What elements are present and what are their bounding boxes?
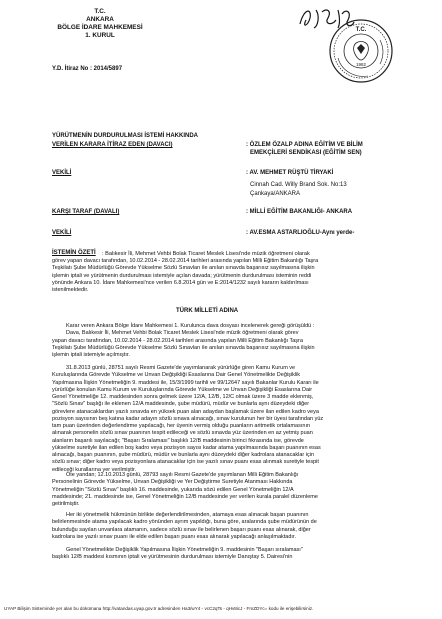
- court-line-1: T.C.: [94, 8, 106, 15]
- court-seal: [328, 18, 394, 84]
- body-p2-line: alınacağı, başarı puanının, şube müdürü, müdür ve bunlarla aynı düzeydeki diğer kadrolara atanacaklar için: [52, 452, 315, 458]
- body-paragraph-3: [52, 472, 404, 508]
- summary-line-5: istenilmektedir.: [52, 287, 89, 293]
- case-number: Y.D. İtiraz No : 2014/5897: [52, 66, 123, 72]
- summary-line-2: Teşkilatı Şube Müdürlüğü Görevde Yükselme Sözlü Sınavları ile anılan sınavda başarısız sayılmasına ilişkin: [52, 265, 315, 272]
- body-p3-line: Yönetmeliğin "Sözlü Sınav" başlıklı 16. maddesinde, yukarıda sözü edilen Genel Yönetmeliğin 12/A: [52, 486, 294, 493]
- plaintiff-attorney-address-1: Cinnah Cad. Willy Brand Sok. No:13: [250, 182, 347, 188]
- body-p2-line: sözlü sınav; diğer kadro veya pozisyonlara atanacaklar için ise yazılı sınav puanı esas alınmak suretiyle tespit: [52, 459, 319, 466]
- body-p2-line: yükselme suretiyle ilan edilen boş kadro veya pozisyon sayısı kadar atama yapılmasında başarı puanının esas: [52, 444, 321, 451]
- body-p2-line: "Sözlü Sınav" başlığı ile eklenen 12/A maddesinde, şube müdürü, müdür ve bunlarla aynı düzeydeki diğer: [52, 401, 310, 408]
- plaintiff-attorney-address-2: Çankaya/ANKARA: [250, 191, 301, 197]
- body-p4-line: kadrolara ise yazılı sınav puanı ile elde edilen başarı puanı esas alınarak yapılacağı anlaşılmaktadır.: [52, 533, 296, 540]
- body-p1-line: Teşkilatı Şube Müdürlüğü Görevde Yükselme Sözlü Sınavları ile anılan sınavda başarısız sayılmasına ilişkin: [52, 344, 315, 351]
- body-p2-line: edileceği kurallarına yer verilmiştir.: [52, 466, 137, 473]
- body-paragraph-4: [52, 512, 404, 541]
- title-line-1: YÜRÜTMENİN DURDURULMASI İSTEMİ HAKKINDA: [52, 133, 198, 139]
- body-p2-line: alınarak personelin sözlü sınav puanının tespit edileceği ve sözlü sınavda yüz üzerinden en az yetmiş puan: [52, 430, 313, 437]
- plaintiff-attorney-value: : AV. MEHMET RÜŞTÜ TİRYAKİ: [246, 170, 334, 176]
- court-line-2: ANKARA: [86, 16, 114, 23]
- objector-label: VERİLEN KARARA İTİRAZ EDEN (DAVACI): [52, 142, 173, 148]
- summary-line-4: yönünde Ankara 10. İdare Mahkemesi'nce verilen 6.8.2014 gün ve E:2014/1232 sayılı kararın kaldırılması: [52, 279, 309, 286]
- defendant-value: : MİLLİ EĞİTİM BAKANLIĞI- ANKARA: [246, 209, 353, 215]
- summary-line-0: : Balıkesir İli, Mehmet Vehbi Bolak Ticaret Meslek Lisesi'nde müzik öğretmeni olarak: [102, 250, 310, 257]
- body-p1-line: işlemin iptali istemiyle açılmıştır.: [52, 352, 130, 358]
- body-p2-line: tam puan üzerinden değerlendirme yapılacağı, her üyenin vermiş olduğu puanların aritmetik ortalamasının: [52, 423, 311, 429]
- defendant-label: KARŞI TARAF (DAVALI): [52, 209, 120, 215]
- svg-text:1982: 1982: [355, 62, 367, 67]
- body-p4-line: Her iki yönetmelik hükmünün birlikte değerlendirilmesinden, atamaya esas alınacak başarı puanının: [66, 512, 309, 518]
- body-p2-line: görevlere atanacaklardan yazılı sınavda en yüksek puan alan adaydan başlamak üzere ilan edilen kadro veya: [52, 408, 319, 415]
- body-p1-line: Karar veren Ankara Bölge İdare Mahkemesi 1. Kurulunca dava dosyası incelenerek gereği görüşüldü :: [66, 323, 315, 329]
- body-p3-line: Öte yandan; 12.10.2013 günlü, 28793 sayılı Resmi Gazete'de yayımlanan Milli Eğitim Bakanlığı: [66, 472, 299, 478]
- plaintiff-attorney-label: VEKİLİ: [52, 170, 72, 176]
- objector-value-2: EMEKÇİLERİ SENDİKASI (EĞİTİM SEN): [250, 150, 362, 156]
- svg-text:T.C.: T.C.: [355, 27, 367, 33]
- body-p1-line: Dava, Balıkesir İli, Mehmet Vehbi Bolak Ticaret Meslek Lisesi'nde müzik öğretmeni olarak görev: [66, 330, 299, 337]
- body-p5-line: Genel Yönetmelikte Değişiklik Yapılmasına İlişkin Yönetmeliğin 9. maddesinin "Başarı sıralaması": [66, 547, 303, 553]
- uyap-footer: UYAP Bilişim Sisteminde yer alan bu dokümana http://vatandas.uyap.gov.tr adresinden Ha3/wY4 - vcC2qTs - qHv8icJ - FmZDYc= kodu ile erişebilirsiniz.: [4, 606, 314, 611]
- body-p5-line: başlıklı 12/B maddesi kısmının iptali ve yürütmesinin durdurulması istemiyle Danıştay 5. Dairesi'nin: [52, 554, 293, 561]
- summary-line-3: işlemin iptali ve yürütmenin durdurulması istemiyle açılan davada; yürütmenin durdurulması isteminin reddi: [52, 272, 312, 279]
- court-line-3: BÖLGE İDARE MAHKEMESİ: [57, 24, 143, 31]
- body-p2-line: Kuruluşlarında Görevde Yükselme ve Unvan Değişikliği Esaslarına Dair Genel Yönetmelikte Değişiklik: [52, 372, 301, 379]
- body-p3-line: Personelinin Görevde Yükselme, Unvan Değişikliği ve Yer Değiştirme Suretiyle Atanması Hakkında: [52, 479, 293, 486]
- court-line-4: 1. KURUL: [85, 32, 115, 39]
- body-p3-line: maddesinde; 21. maddesinde ise, Genel Yönetmeliğin 12/B maddesinde yer verilen kurala paralel düzenleme: [52, 493, 318, 500]
- summary-text: [52, 258, 404, 294]
- body-p1-line: yapan davacı tarafından, 10.02.2014 - 28.02.2014 tarihleri arasında yapılan Milli Eğitim Bakanlığı Taşra: [52, 337, 303, 344]
- body-p2-line: Genel Yönetmeliğe 12. maddesinden sonra gelmek üzere 12/A, 12/B, 12/C olmak üzere 3 madde eklenmiş,: [52, 394, 314, 400]
- body-p2-line: alanların başarılı sayılacağı; "Başarı Sıralaması" başlıklı 12/B maddesinin birinci fıkrasında ise, görevde: [52, 437, 304, 444]
- body-p2-line: yürürlüğe konulan Kamu Kurum ve Kuruluşlarında Görevde Yükselme ve Unvan Değişikliği Esaslarına Dair: [52, 386, 313, 393]
- defendant-attorney-value: : AV.ESMA ASTARLIOĞLU-Aynı yerde-: [246, 230, 355, 236]
- body-p2-line: pozisyon sayısının beş katına kadar adayın sözlü sınava alınacağı, sınav kurulunun her bir üyesi tarafından yüz: [52, 415, 324, 422]
- body-p4-line: belirlenmesinde atama yapılacak kadro yönünden ayrım yapıldığı, buna göre, aralarında şube müdürünün de: [52, 519, 317, 526]
- court-header: [57, 8, 143, 40]
- body-paragraph-1: [52, 323, 404, 359]
- body-paragraph-2: [52, 365, 404, 474]
- summary-line-1: görev yapan davacı tarafından, 10.02.2014 - 28.02.2014 tarihleri arasında yapılan Milli Eğitim Bakanlığı Taşra: [52, 258, 319, 264]
- objector-value: : ÖZLEM ÖZALP ADINA EĞİTİM VE BİLİM: [246, 142, 363, 148]
- body-p4-line: bulunduğu sayılan unvanlara atamanın, sadece sözlü sınav ile belirlenen başarı puanı esas alınarak, diğer: [52, 526, 311, 533]
- verdict-heading: TÜRK MİLLETİ ADINA: [176, 308, 239, 314]
- defendant-attorney-label: VEKİLİ: [52, 230, 72, 236]
- body-p2-line: 31.8.2013 günlü, 28751 sayılı Resmi Gazete'de yayımlanarak yürürlüğe giren Kamu Kurum ve: [66, 365, 296, 371]
- body-paragraph-5: [52, 547, 404, 562]
- body-p2-line: Yapılmasına İlişkin Yönetmeliğin 9. maddesi ile, 15/3/1999 tarihli ve 99/12647 sayılı Bakanlar Kurulu Kararı ile: [52, 379, 319, 386]
- summary-label: İSTEMİN ÖZETİ: [52, 250, 96, 256]
- body-p3-line: getirilmiştir.: [52, 501, 80, 507]
